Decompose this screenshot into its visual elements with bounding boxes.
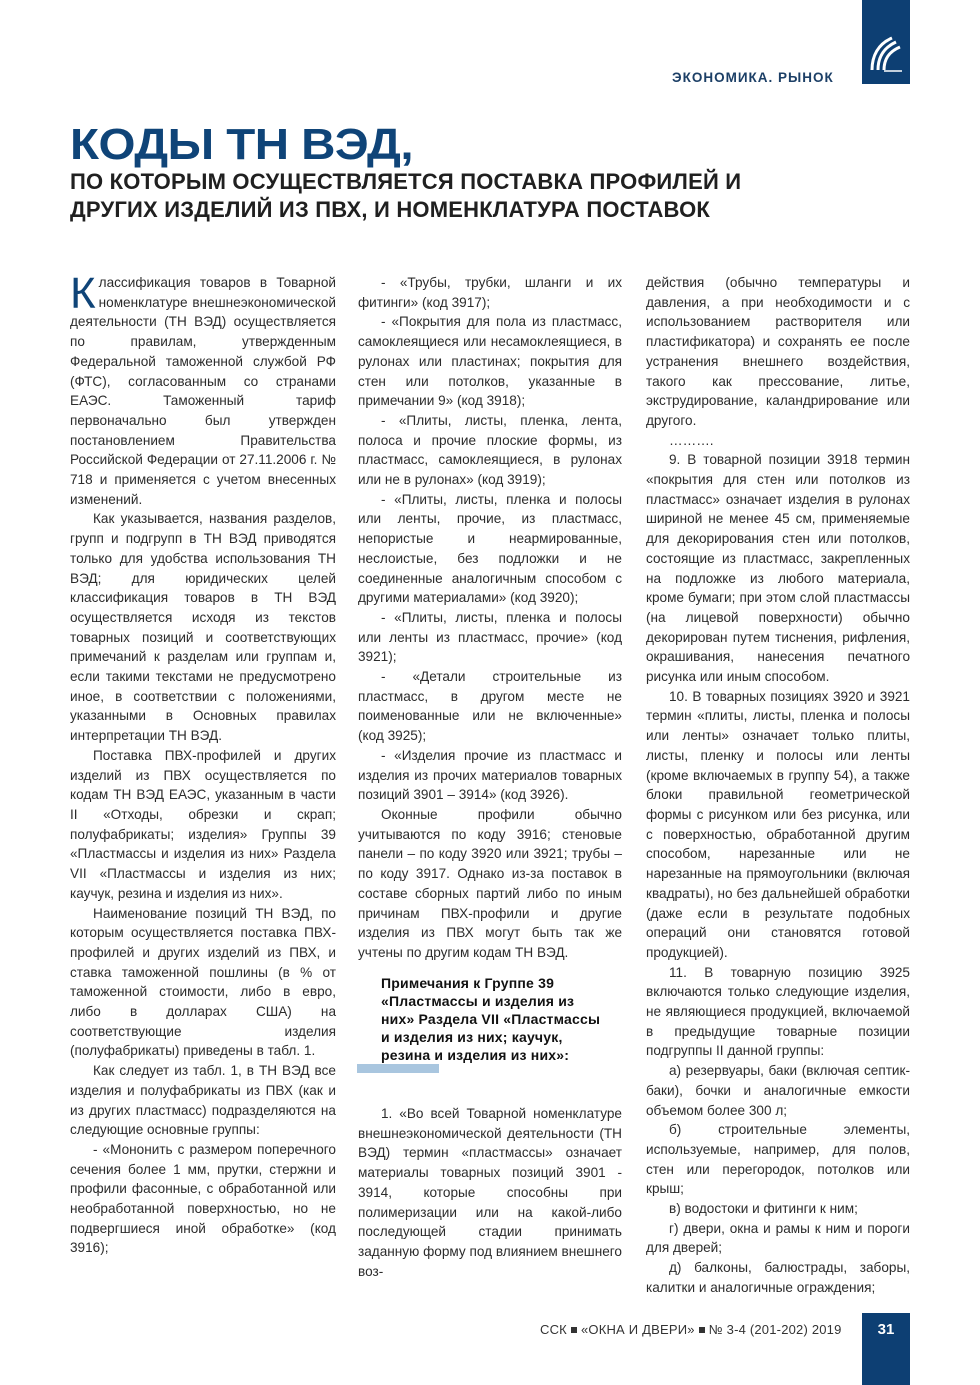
paragraph: 11. В товарную позицию 3925 включаются только следующие изделия, не являющиеся продукцией, включаемой в предыдущие товарные позиции подгруппы II данной группы:: [646, 964, 910, 1059]
paragraph: 10. В товарных позициях 3920 и 3921 термин «плиты, листы, пленка и полосы или ленты» означает только плиты, листы, пленку и полосы или ленты (кроме включаемых в группу 54), а также блоки правильной геометрической формы с рисунком или без рисунка, или с поверхностью, обработанной другим способом, нарезанные или не нарезанные на прямоугольники (включая квадраты), но без дальнейшей обработки (даже если в результате подобных операций они становятся готовой продукцией).: [646, 688, 910, 960]
notes-heading: Примечания к Группе 39 «Пластмассы и изделия из них» Раздела VII «Пластмассы и изделия из них; каучук, резина и изделия из них»:: [381, 975, 601, 1063]
list-item: д) балконы, балюстрады, заборы, калитки и аналогичные ограждения;: [646, 1260, 910, 1295]
square-bullet-icon: [571, 1327, 577, 1333]
list-item: - «Трубы, трубки, шланги и их фитинги» (код 3917);: [358, 275, 622, 310]
paragraph: действия (обычно температуры и давления, а при необходимости и с использованием растворителя или пластификатора) и сохранять ее после устранения внешнего воздействия, такого как прессование, литье, экструдирование, каландрирование или другого.: [646, 275, 910, 428]
list-item: в) водостоки и фитинги к ним;: [669, 1201, 858, 1217]
text-column-3: [646, 273, 910, 1298]
text-column-2: [358, 273, 622, 963]
paragraph-text: лассификация товаров в Товарной номенклатуре внешнеэкономической деятельности (ТН ВЭД) осуществляется по правилам, утвержденным Федеральной таможенной службой РФ (ФТС), согласованным со странами ЕАЭС. Таможенный тариф первоначально был утвержден постановлением Правительства Российской Федерации от 27.11.2006 г. № 718 и применяется с учетом внесенных изменений.: [70, 275, 336, 507]
page-number-tab: [862, 1313, 910, 1385]
list-item: - «Плиты, листы, пленка и полосы или ленты, прочие, из пластмасс, непористые и неармированные, неслоистые, без подложки и не соединенные аналогичным способом с другими материалами» (код 3920);: [358, 491, 622, 606]
paragraph: Оконные профили обычно учитываются по коду 3916; стеновые панели – по коду 3920 или 3921; трубы – по коду 3917. Однако из-за поставок в составе сборных партий либо по иным причинам ПВХ-профили и другие изделия из ПВХ могут быть так же учтены по другим кодам ТН ВЭД.: [358, 806, 622, 960]
footer-magazine: «ОКНА И ДВЕРИ»: [580, 1322, 695, 1337]
paragraph: Как указывается, названия разделов, групп и подгрупп в ТН ВЭД приводятся только для удобства использования ТН ВЭД; для юридических целей классификация товаров в ТН ВЭД осуществляется исходя из текстов товарных позиций и соответствующих примечаний к разделам или группам и, если такими текстами не предусмотрено иное, в соответствии с положениями, указанными в Основных правилах интерпретации ТН ВЭД.: [70, 511, 336, 744]
header-tab: [862, 0, 910, 84]
list-item: а) резервуары, баки (включая септик-баки), бочки и аналогичные емкости объемом более 300 л;: [646, 1063, 910, 1118]
text-column-1: [70, 269, 336, 1258]
dropcap: К: [70, 269, 96, 318]
article-subtitle: [70, 168, 741, 224]
subtitle-line: ДРУГИХ ИЗДЕЛИЙ ИЗ ПВХ, И НОМЕНКЛАТУРА ПОСТАВОК: [70, 197, 711, 222]
list-item: - «Детали строительные из пластмасс, в другом месте не поименованные или не включенные» (код 3925);: [358, 669, 622, 744]
page-number: 31: [877, 1321, 895, 1338]
paragraph: Поставка ПВХ-профилей и других изделий из ПВХ осуществляется по кодам ТН ВЭД ЕАЭС, указанным в части II «Отходы, обрезки и скрап; полуфабрикаты; изделия» Группы 39 «Пластмассы и изделия из них» Раздела VII «Пластмассы и изделия из них; каучук, резина и изделия из них».: [70, 747, 336, 901]
footer-publisher: ССК: [540, 1322, 567, 1337]
subtitle-line: ПО КОТОРЫМ ОСУЩЕСТВЛЯЕТСЯ ПОСТАВКА ПРОФИЛЕЙ И: [70, 169, 742, 194]
paragraph: - «Мононить с размером поперечного сечения более 1 мм, прутки, стержни и профили фасонные, с обработанной или необработанной поверхностью, но не подвергшиеся иной обработке» (код 3916);: [70, 1141, 336, 1256]
ellipsis: ……….: [669, 432, 714, 448]
list-item: г) двери, окна и рамы к ним и пороги для дверей;: [646, 1220, 910, 1256]
notes-text: [358, 1104, 622, 1281]
paragraph: [70, 269, 336, 509]
paragraph: 1. «Во всей Товарной номенклатуре внешнеэкономической деятельности (ТН ВЭД) термин «пластмассы» означает материалы товарных позиций 3901 - 3914, которые способны при полимеризации или на какой-либо последующей стадии принимать заданную форму под влиянием внешнего воз-: [358, 1106, 622, 1279]
paragraph: Как следует из табл. 1, в ТН ВЭД все изделия и полуфабрикаты из ПВХ (как и из других пластмасс) подразделяются на следующие основные группы:: [70, 1063, 336, 1138]
list-item: - «Изделия прочие из пластмасс и изделия из прочих материалов товарных позиций 3901 – 3914» (код 3926).: [358, 747, 622, 803]
notes-accent-bar: [357, 1064, 439, 1073]
list-item: б) строительные элементы, используемые, например, для полов, стен или перегородок, потолков или крыш;: [646, 1122, 910, 1197]
paragraph: 9. В товарной позиции 3918 термин «покрытия для стен или потолков из пластмасс» означает изделия в рулонах шириной не менее 45 см, применяемые для декорирования стен или потолков, состоящие из пластмасс, закрепленных на подложке из любого материала, кроме бумаги; при этом слой пластмассы (на лицевой поверхности) обычно декорирован путем тиснения, рифления, окрашивания, нанесения печатного рисунка или иным способом.: [646, 452, 910, 685]
paragraph: Наименование позиций ТН ВЭД, по которым осуществляется поставка ПВХ-профилей и других изделий из ПВХ, и ставка таможенной пошлины (в % от таможенной стоимости, либо в евро, либо в долларах США) на соответствующие изделия (полуфабрикаты) приведены в табл. 1.: [70, 905, 336, 1059]
list-item: - «Плиты, листы, пленка и полосы или ленты из пластмасс, прочие» (код 3921);: [358, 609, 622, 665]
list-item: - «Плиты, листы, пленка, лента, полоса и прочие плоские формы, из пластмасс, самоклеящиеся, в рулонах или не в рулонах» (код 3919);: [358, 412, 622, 488]
magazine-logo-icon: [868, 34, 904, 74]
footer-issue: № 3-4 (201-202) 2019: [708, 1322, 842, 1337]
footer-issue-info: [540, 1322, 842, 1337]
list-item: - «Покрытия для пола из пластмасс, самоклеящиеся или несамоклеящиеся, в рулонах или пластинах; покрытия для стен или потолков, указанные в примечании 9» (код 3918);: [358, 314, 622, 409]
section-label: ЭКОНОМИКА. РЫНОК: [672, 70, 834, 85]
article-title: КОДЫ ТН ВЭД,: [70, 120, 413, 169]
square-bullet-icon: [699, 1327, 705, 1333]
